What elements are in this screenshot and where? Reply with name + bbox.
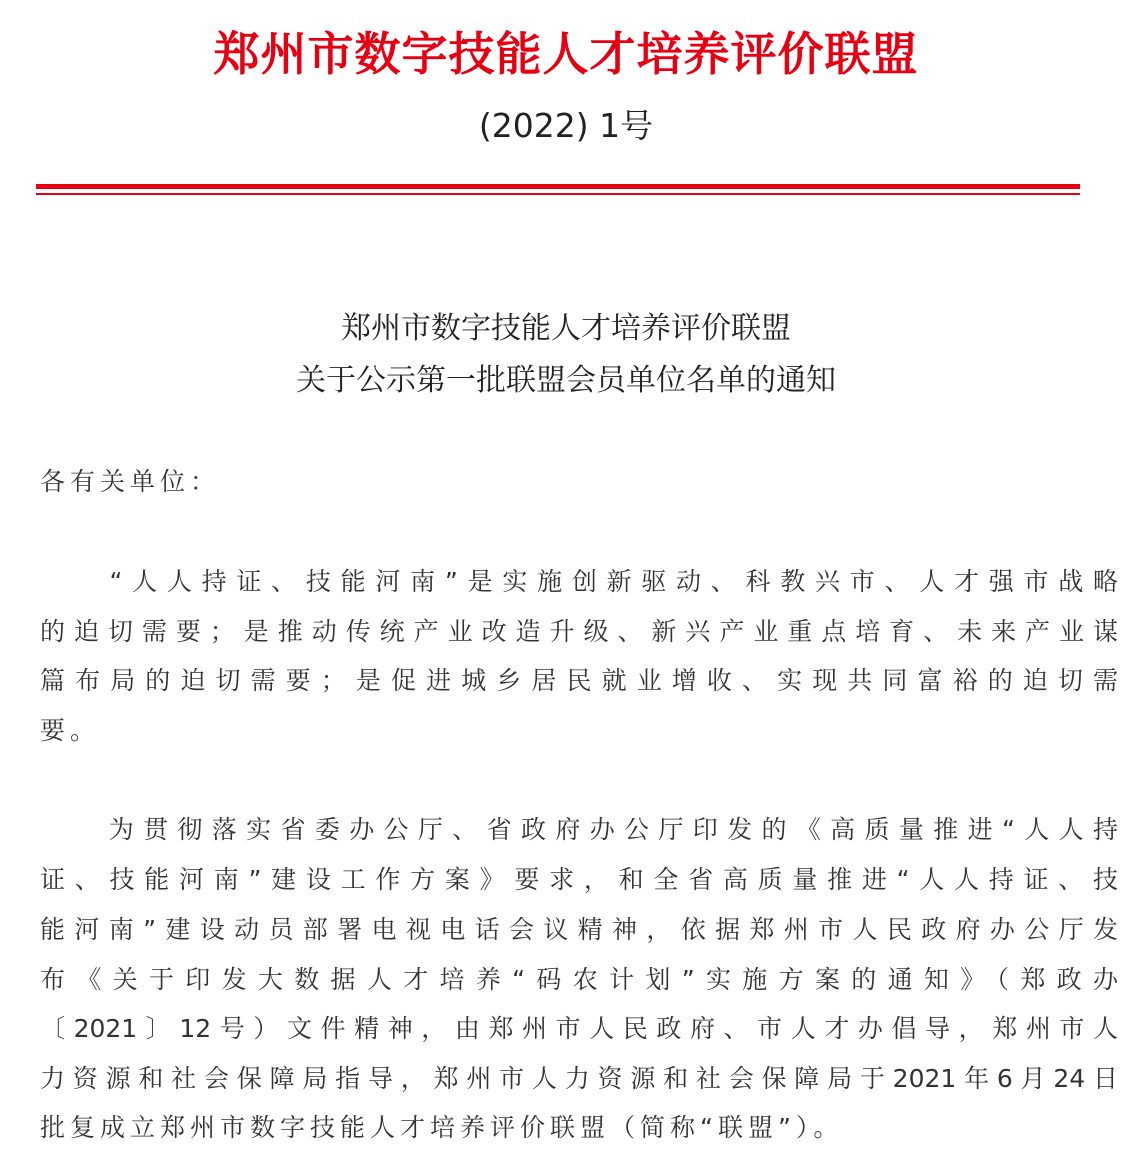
paragraph-line: 为贯彻落实省委办公厅、省政府办公厅印发的《高质量推进“人人持	[40, 815, 1118, 844]
paragraph-line: 的迫切需要；是推动传统产业改造升级、新兴产业重点培育、未来产业谋	[40, 617, 1118, 646]
paragraph-line: 证、技能河南”建设工作方案》要求，和全省高质量推进“人人持证、技	[40, 865, 1118, 894]
paragraph-line: 力资源和社会保障局指导，郑州市人力资源和社会保障局于2021年6月24日	[40, 1064, 1118, 1093]
red-divider-thick	[36, 184, 1080, 189]
document-number: (2022) 1号	[478, 106, 654, 145]
paragraph-line: “人人持证、技能河南”是实施创新驱动、科教兴市、人才强市战略	[40, 567, 1118, 596]
paragraph-line: 布《关于印发大数据人才培养“码农计划”实施方案的通知》（郑政办	[40, 965, 1118, 994]
red-divider-thin	[36, 193, 1080, 195]
org-header-title: 郑州市数字技能人才培养评价联盟	[213, 27, 919, 81]
paragraph-line: 〔2021〕12号）文件精神，由郑州市人民政府、市人才办倡导，郑州市人	[40, 1014, 1118, 1043]
salutation: 各有关单位：	[40, 467, 221, 496]
paragraph-line: 能河南”建设动员部署电视电话会议精神，依据郑州市人民政府办公厅发	[40, 915, 1118, 944]
paragraph-line: 篇布局的迫切需要；是促进城乡居民就业增收、实现共同富裕的迫切需	[40, 666, 1118, 695]
notice-title-line1: 郑州市数字技能人才培养评价联盟	[341, 311, 791, 346]
paragraph-line: 要。	[40, 716, 101, 745]
paragraph-line: 批复成立郑州市数字技能人才培养评价联盟（简称“联盟”）。	[40, 1113, 844, 1142]
notice-title-line2: 关于公示第一批联盟会员单位名单的通知	[296, 363, 836, 398]
